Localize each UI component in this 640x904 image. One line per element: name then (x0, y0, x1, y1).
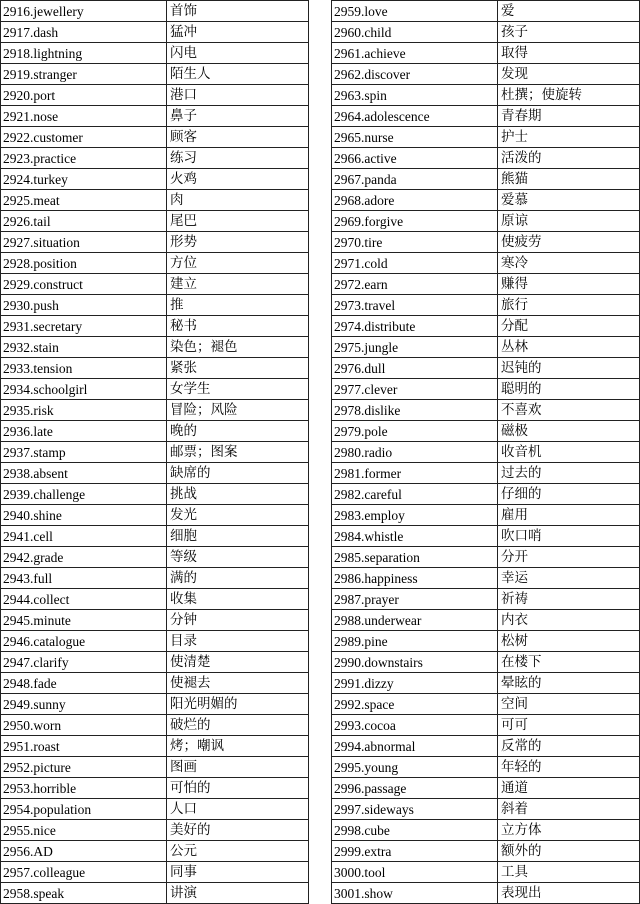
chinese-meaning-cell: 护士 (498, 127, 640, 148)
english-word-cell: 2990.downstairs (332, 652, 498, 673)
chinese-meaning-cell: 同事 (167, 862, 309, 883)
table-row (332, 400, 640, 421)
chinese-meaning-cell: 孩子 (498, 22, 640, 43)
english-word-cell: 2954.population (1, 799, 167, 820)
chinese-meaning-cell: 火鸡 (167, 169, 309, 190)
table-row (1, 526, 309, 547)
english-word-cell: 2936.late (1, 421, 167, 442)
chinese-meaning-cell: 额外的 (498, 841, 640, 862)
chinese-meaning-cell: 聪明的 (498, 379, 640, 400)
chinese-meaning-cell: 分钟 (167, 610, 309, 631)
chinese-meaning-cell: 过去的 (498, 463, 640, 484)
table-row (332, 43, 640, 64)
table-row (1, 673, 309, 694)
table-row (332, 253, 640, 274)
chinese-meaning-cell: 吹口哨 (498, 526, 640, 547)
english-word-cell: 2942.grade (1, 547, 167, 568)
chinese-meaning-cell: 形势 (167, 232, 309, 253)
english-word-cell: 2971.cold (332, 253, 498, 274)
english-word-cell: 2983.employ (332, 505, 498, 526)
english-word-cell: 2947.clarify (1, 652, 167, 673)
table-row (1, 148, 309, 169)
chinese-meaning-cell: 挑战 (167, 484, 309, 505)
table-row (1, 421, 309, 442)
table-row (332, 841, 640, 862)
english-word-cell: 2940.shine (1, 505, 167, 526)
chinese-meaning-cell: 美好的 (167, 820, 309, 841)
english-word-cell: 2976.dull (332, 358, 498, 379)
table-row (1, 547, 309, 568)
chinese-meaning-cell: 幸运 (498, 568, 640, 589)
chinese-meaning-cell: 熊猫 (498, 169, 640, 190)
english-word-cell: 3000.tool (332, 862, 498, 883)
english-word-cell: 2922.customer (1, 127, 167, 148)
table-row (1, 106, 309, 127)
table-row (1, 715, 309, 736)
chinese-meaning-cell: 在楼下 (498, 652, 640, 673)
chinese-meaning-cell: 秘书 (167, 316, 309, 337)
table-row (1, 379, 309, 400)
table-row (1, 799, 309, 820)
table-row (332, 736, 640, 757)
chinese-meaning-cell: 肉 (167, 190, 309, 211)
table-row (332, 610, 640, 631)
table-row (1, 400, 309, 421)
chinese-meaning-cell: 松树 (498, 631, 640, 652)
table-row (332, 337, 640, 358)
english-word-cell: 2956.AD (1, 841, 167, 862)
table-row (1, 64, 309, 85)
english-word-cell: 2963.spin (332, 85, 498, 106)
chinese-meaning-cell: 阳光明媚的 (167, 694, 309, 715)
chinese-meaning-cell: 发光 (167, 505, 309, 526)
english-word-cell: 2945.minute (1, 610, 167, 631)
english-word-cell: 2928.position (1, 253, 167, 274)
table-row (332, 631, 640, 652)
table-row (332, 526, 640, 547)
table-row (332, 379, 640, 400)
english-word-cell: 2925.meat (1, 190, 167, 211)
english-word-cell: 2960.child (332, 22, 498, 43)
table-row (1, 862, 309, 883)
table-row (1, 484, 309, 505)
english-word-cell: 2951.roast (1, 736, 167, 757)
table-row (332, 505, 640, 526)
english-word-cell: 2949.sunny (1, 694, 167, 715)
chinese-meaning-cell: 取得 (498, 43, 640, 64)
english-word-cell: 2972.earn (332, 274, 498, 295)
english-word-cell: 2974.distribute (332, 316, 498, 337)
chinese-meaning-cell: 内衣 (498, 610, 640, 631)
table-row (332, 883, 640, 904)
chinese-meaning-cell: 等级 (167, 547, 309, 568)
chinese-meaning-cell: 方位 (167, 253, 309, 274)
chinese-meaning-cell: 缺席的 (167, 463, 309, 484)
chinese-meaning-cell: 冒险；风险 (167, 400, 309, 421)
table-row (1, 589, 309, 610)
english-word-cell: 2968.adore (332, 190, 498, 211)
table-row (1, 337, 309, 358)
english-word-cell: 2930.push (1, 295, 167, 316)
english-word-cell: 2978.dislike (332, 400, 498, 421)
english-word-cell: 2979.pole (332, 421, 498, 442)
table-row (332, 757, 640, 778)
chinese-meaning-cell: 寒冷 (498, 253, 640, 274)
english-word-cell: 2958.speak (1, 883, 167, 904)
english-word-cell: 2917.dash (1, 22, 167, 43)
table-row (1, 169, 309, 190)
chinese-meaning-cell: 原谅 (498, 211, 640, 232)
chinese-meaning-cell: 空间 (498, 694, 640, 715)
english-word-cell: 3001.show (332, 883, 498, 904)
table-row (1, 463, 309, 484)
english-word-cell: 2918.lightning (1, 43, 167, 64)
table-row (1, 190, 309, 211)
chinese-meaning-cell: 分开 (498, 547, 640, 568)
table-row (1, 631, 309, 652)
chinese-meaning-cell: 祈祷 (498, 589, 640, 610)
table-row (1, 316, 309, 337)
chinese-meaning-cell: 表现出 (498, 883, 640, 904)
table-row (332, 106, 640, 127)
chinese-meaning-cell: 晕眩的 (498, 673, 640, 694)
table-row (332, 358, 640, 379)
chinese-meaning-cell: 练习 (167, 148, 309, 169)
table-row (332, 421, 640, 442)
english-word-cell: 2989.pine (332, 631, 498, 652)
english-word-cell: 2923.practice (1, 148, 167, 169)
english-word-cell: 2921.nose (1, 106, 167, 127)
table-row (332, 148, 640, 169)
chinese-meaning-cell: 不喜欢 (498, 400, 640, 421)
english-word-cell: 2980.radio (332, 442, 498, 463)
english-word-cell: 2939.challenge (1, 484, 167, 505)
english-word-cell: 2984.whistle (332, 526, 498, 547)
table-row (1, 295, 309, 316)
chinese-meaning-cell: 破烂的 (167, 715, 309, 736)
chinese-meaning-cell: 猛冲 (167, 22, 309, 43)
chinese-meaning-cell: 分配 (498, 316, 640, 337)
chinese-meaning-cell: 年轻的 (498, 757, 640, 778)
chinese-meaning-cell: 雇用 (498, 505, 640, 526)
english-word-cell: 2937.stamp (1, 442, 167, 463)
table-row (332, 316, 640, 337)
english-word-cell: 2935.risk (1, 400, 167, 421)
chinese-meaning-cell: 立方体 (498, 820, 640, 841)
chinese-meaning-cell: 染色；褪色 (167, 337, 309, 358)
english-word-cell: 2992.space (332, 694, 498, 715)
chinese-meaning-cell: 目录 (167, 631, 309, 652)
chinese-meaning-cell: 活泼的 (498, 148, 640, 169)
vocab-table-right (331, 0, 640, 904)
chinese-meaning-cell: 发现 (498, 64, 640, 85)
chinese-meaning-cell: 可怕的 (167, 778, 309, 799)
table-row (332, 673, 640, 694)
chinese-meaning-cell: 使清楚 (167, 652, 309, 673)
table-row (1, 778, 309, 799)
table-row (1, 127, 309, 148)
english-word-cell: 2982.careful (332, 484, 498, 505)
english-word-cell: 2934.schoolgirl (1, 379, 167, 400)
english-word-cell: 2957.colleague (1, 862, 167, 883)
table-row (1, 505, 309, 526)
english-word-cell: 2995.young (332, 757, 498, 778)
chinese-meaning-cell: 陌生人 (167, 64, 309, 85)
english-word-cell: 2959.love (332, 1, 498, 22)
chinese-meaning-cell: 推 (167, 295, 309, 316)
english-word-cell: 2965.nurse (332, 127, 498, 148)
english-word-cell: 2994.abnormal (332, 736, 498, 757)
english-word-cell: 2993.cocoa (332, 715, 498, 736)
english-word-cell: 2975.jungle (332, 337, 498, 358)
english-word-cell: 2969.forgive (332, 211, 498, 232)
table-row (1, 841, 309, 862)
english-word-cell: 2987.prayer (332, 589, 498, 610)
chinese-meaning-cell: 讲演 (167, 883, 309, 904)
chinese-meaning-cell: 女学生 (167, 379, 309, 400)
chinese-meaning-cell: 反常的 (498, 736, 640, 757)
english-word-cell: 2985.separation (332, 547, 498, 568)
chinese-meaning-cell: 公元 (167, 841, 309, 862)
english-word-cell: 2924.turkey (1, 169, 167, 190)
table-row (1, 736, 309, 757)
chinese-meaning-cell: 图画 (167, 757, 309, 778)
table-row (332, 484, 640, 505)
chinese-meaning-cell: 磁极 (498, 421, 640, 442)
table-row (332, 274, 640, 295)
table-row (332, 85, 640, 106)
table-row (1, 85, 309, 106)
chinese-meaning-cell: 丛林 (498, 337, 640, 358)
chinese-meaning-cell: 晚的 (167, 421, 309, 442)
table-row (1, 358, 309, 379)
table-row (332, 232, 640, 253)
table-row (332, 442, 640, 463)
english-word-cell: 2966.active (332, 148, 498, 169)
english-word-cell: 2941.cell (1, 526, 167, 547)
chinese-meaning-cell: 爱 (498, 1, 640, 22)
table-row (332, 694, 640, 715)
table-row (1, 253, 309, 274)
english-word-cell: 2919.stranger (1, 64, 167, 85)
english-word-cell: 2926.tail (1, 211, 167, 232)
chinese-meaning-cell: 人口 (167, 799, 309, 820)
english-word-cell: 2950.worn (1, 715, 167, 736)
table-row (1, 43, 309, 64)
chinese-meaning-cell: 细胞 (167, 526, 309, 547)
english-word-cell: 2973.travel (332, 295, 498, 316)
chinese-meaning-cell: 烤；嘲讽 (167, 736, 309, 757)
english-word-cell: 2931.secretary (1, 316, 167, 337)
table-row (332, 589, 640, 610)
table-row (1, 694, 309, 715)
table-row (332, 547, 640, 568)
english-word-cell: 2962.discover (332, 64, 498, 85)
english-word-cell: 2929.construct (1, 274, 167, 295)
english-word-cell: 2996.passage (332, 778, 498, 799)
chinese-meaning-cell: 工具 (498, 862, 640, 883)
english-word-cell: 2988.underwear (332, 610, 498, 631)
english-word-cell: 2920.port (1, 85, 167, 106)
table-row (1, 274, 309, 295)
table-row (332, 568, 640, 589)
vocab-table-right-body (332, 1, 640, 904)
english-word-cell: 2946.catalogue (1, 631, 167, 652)
chinese-meaning-cell: 尾巴 (167, 211, 309, 232)
table-row (332, 862, 640, 883)
table-row (1, 568, 309, 589)
table-row (332, 211, 640, 232)
chinese-meaning-cell: 满的 (167, 568, 309, 589)
table-row (332, 22, 640, 43)
table-row (1, 610, 309, 631)
table-row (332, 799, 640, 820)
chinese-meaning-cell: 可可 (498, 715, 640, 736)
english-word-cell: 2970.tire (332, 232, 498, 253)
table-row (1, 1, 309, 22)
table-row (332, 715, 640, 736)
english-word-cell: 2916.jewellery (1, 1, 167, 22)
chinese-meaning-cell: 青春期 (498, 106, 640, 127)
table-row (332, 820, 640, 841)
english-word-cell: 2932.stain (1, 337, 167, 358)
english-word-cell: 2986.happiness (332, 568, 498, 589)
english-word-cell: 2952.picture (1, 757, 167, 778)
table-row (1, 211, 309, 232)
table-row (332, 169, 640, 190)
chinese-meaning-cell: 通道 (498, 778, 640, 799)
english-word-cell: 2927.situation (1, 232, 167, 253)
english-word-cell: 2998.cube (332, 820, 498, 841)
vocab-table-left (0, 0, 309, 904)
table-row (1, 652, 309, 673)
chinese-meaning-cell: 建立 (167, 274, 309, 295)
table-row (1, 442, 309, 463)
table-row (1, 883, 309, 904)
table-row (332, 295, 640, 316)
vocab-table-left-body (1, 1, 309, 904)
chinese-meaning-cell: 港口 (167, 85, 309, 106)
chinese-meaning-cell: 闪电 (167, 43, 309, 64)
chinese-meaning-cell: 鼻子 (167, 106, 309, 127)
chinese-meaning-cell: 收音机 (498, 442, 640, 463)
english-word-cell: 2961.achieve (332, 43, 498, 64)
table-row (1, 757, 309, 778)
chinese-meaning-cell: 赚得 (498, 274, 640, 295)
english-word-cell: 2955.nice (1, 820, 167, 841)
chinese-meaning-cell: 紧张 (167, 358, 309, 379)
chinese-meaning-cell: 使褪去 (167, 673, 309, 694)
table-row (332, 652, 640, 673)
english-word-cell: 2943.full (1, 568, 167, 589)
table-row (332, 64, 640, 85)
chinese-meaning-cell: 旅行 (498, 295, 640, 316)
english-word-cell: 2977.clever (332, 379, 498, 400)
chinese-meaning-cell: 爱慕 (498, 190, 640, 211)
chinese-meaning-cell: 邮票；图案 (167, 442, 309, 463)
table-row (1, 820, 309, 841)
chinese-meaning-cell: 收集 (167, 589, 309, 610)
english-word-cell: 2953.horrible (1, 778, 167, 799)
chinese-meaning-cell: 仔细的 (498, 484, 640, 505)
table-row (332, 127, 640, 148)
table-row (1, 22, 309, 43)
english-word-cell: 2997.sideways (332, 799, 498, 820)
table-row (332, 778, 640, 799)
english-word-cell: 2967.panda (332, 169, 498, 190)
table-row (1, 232, 309, 253)
chinese-meaning-cell: 杜撰；使旋转 (498, 85, 640, 106)
chinese-meaning-cell: 首饰 (167, 1, 309, 22)
chinese-meaning-cell: 顾客 (167, 127, 309, 148)
chinese-meaning-cell: 斜着 (498, 799, 640, 820)
chinese-meaning-cell: 迟钝的 (498, 358, 640, 379)
english-word-cell: 2964.adolescence (332, 106, 498, 127)
english-word-cell: 2933.tension (1, 358, 167, 379)
english-word-cell: 2999.extra (332, 841, 498, 862)
english-word-cell: 2948.fade (1, 673, 167, 694)
chinese-meaning-cell: 使疲劳 (498, 232, 640, 253)
table-row (332, 1, 640, 22)
english-word-cell: 2981.former (332, 463, 498, 484)
english-word-cell: 2944.collect (1, 589, 167, 610)
english-word-cell: 2938.absent (1, 463, 167, 484)
table-row (332, 190, 640, 211)
table-row (332, 463, 640, 484)
english-word-cell: 2991.dizzy (332, 673, 498, 694)
